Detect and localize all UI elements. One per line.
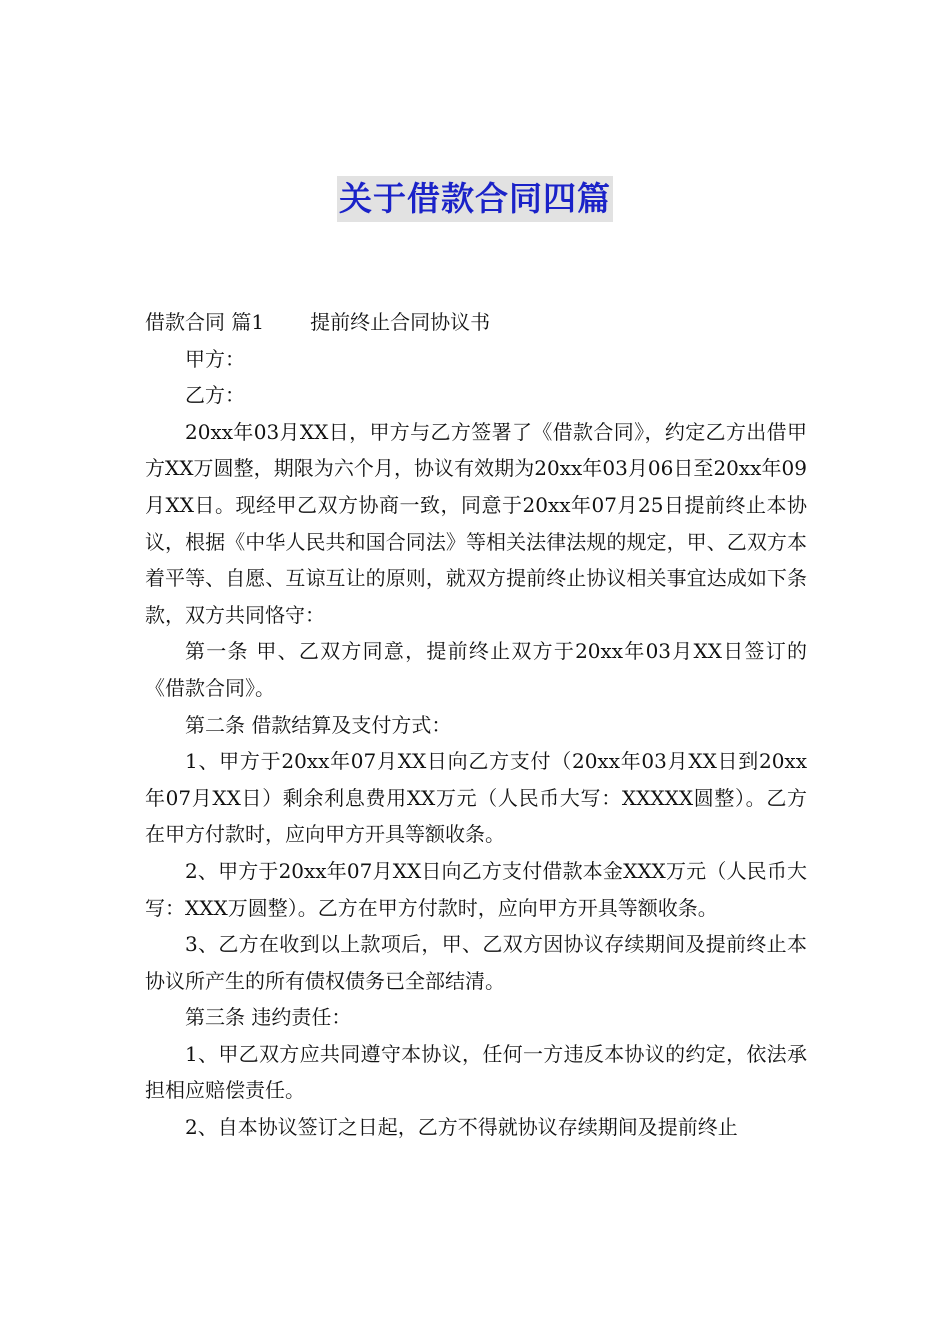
document-title	[0, 176, 950, 222]
paragraph-article-2-item-3: 3、乙方在收到以上款项后，甲、乙双方因协议存续期间及提前终止本协议所产生的所有债权债务已全部结清。	[145, 932, 807, 993]
paragraph-article-3-item-1: 1、甲乙双方应共同遵守本协议，任何一方违反本协议的约定，依法承担相应赔偿责任。	[145, 1041, 807, 1103]
section-header-line	[145, 304, 807, 341]
paragraph-article-3-heading: 第三条 违约责任：	[185, 1005, 352, 1030]
paragraph-article-2-heading: 第二条 借款结算及支付方式：	[185, 712, 452, 737]
section-heading: 提前终止合同协议书	[310, 310, 491, 334]
paragraph-article-1: 第一条 甲、乙双方同意，提前终止双方于20xx年03月XX日签订的《借款合同》。	[145, 639, 807, 700]
paragraph-article-2-item-1: 1、甲方于20xx年07月XX日向乙方支付（20xx年03月XX日到20xx年07月XX日）剩余利息费用XX万元（人民币大写：XXXXX圆整）。乙方在甲方付款时，应向甲方开具等额收条。	[145, 749, 807, 847]
paragraph-article-3-item-2: 2、自本协议签订之日起，乙方不得就协议存续期间及提前终止	[185, 1115, 738, 1140]
paragraph-article-2-item-2: 2、甲方于20xx年07月XX日向乙方支付借款本金XXX万元（人民币大写：XXX万圆整）。乙方在甲方付款时，应向甲方开具等额收条。	[145, 858, 807, 920]
section-label: 借款合同 篇1	[145, 310, 265, 334]
paragraph-party-b: 乙方：	[185, 383, 245, 408]
paragraph-party-a: 甲方：	[185, 346, 245, 371]
paragraph-preamble: 20xx年03月XX日，甲方与乙方签署了《借款合同》，约定乙方出借甲方XX万圆整，期限为六个月，协议有效期为20xx年03月06日至20xx年09月XX日。现经甲乙双方协商一致，同意于20xx年07月25日提前终止本协议，根据《中华人民共和国合同法》等相关法律法规的规定，甲、乙双方本着平等、自愿、互谅互让的原则，就双方提前终止协议相关事宜达成如下条款，双方共同恪守：	[145, 419, 807, 627]
document-body	[145, 304, 807, 1146]
document-title-text: 关于借款合同四篇	[337, 176, 613, 222]
